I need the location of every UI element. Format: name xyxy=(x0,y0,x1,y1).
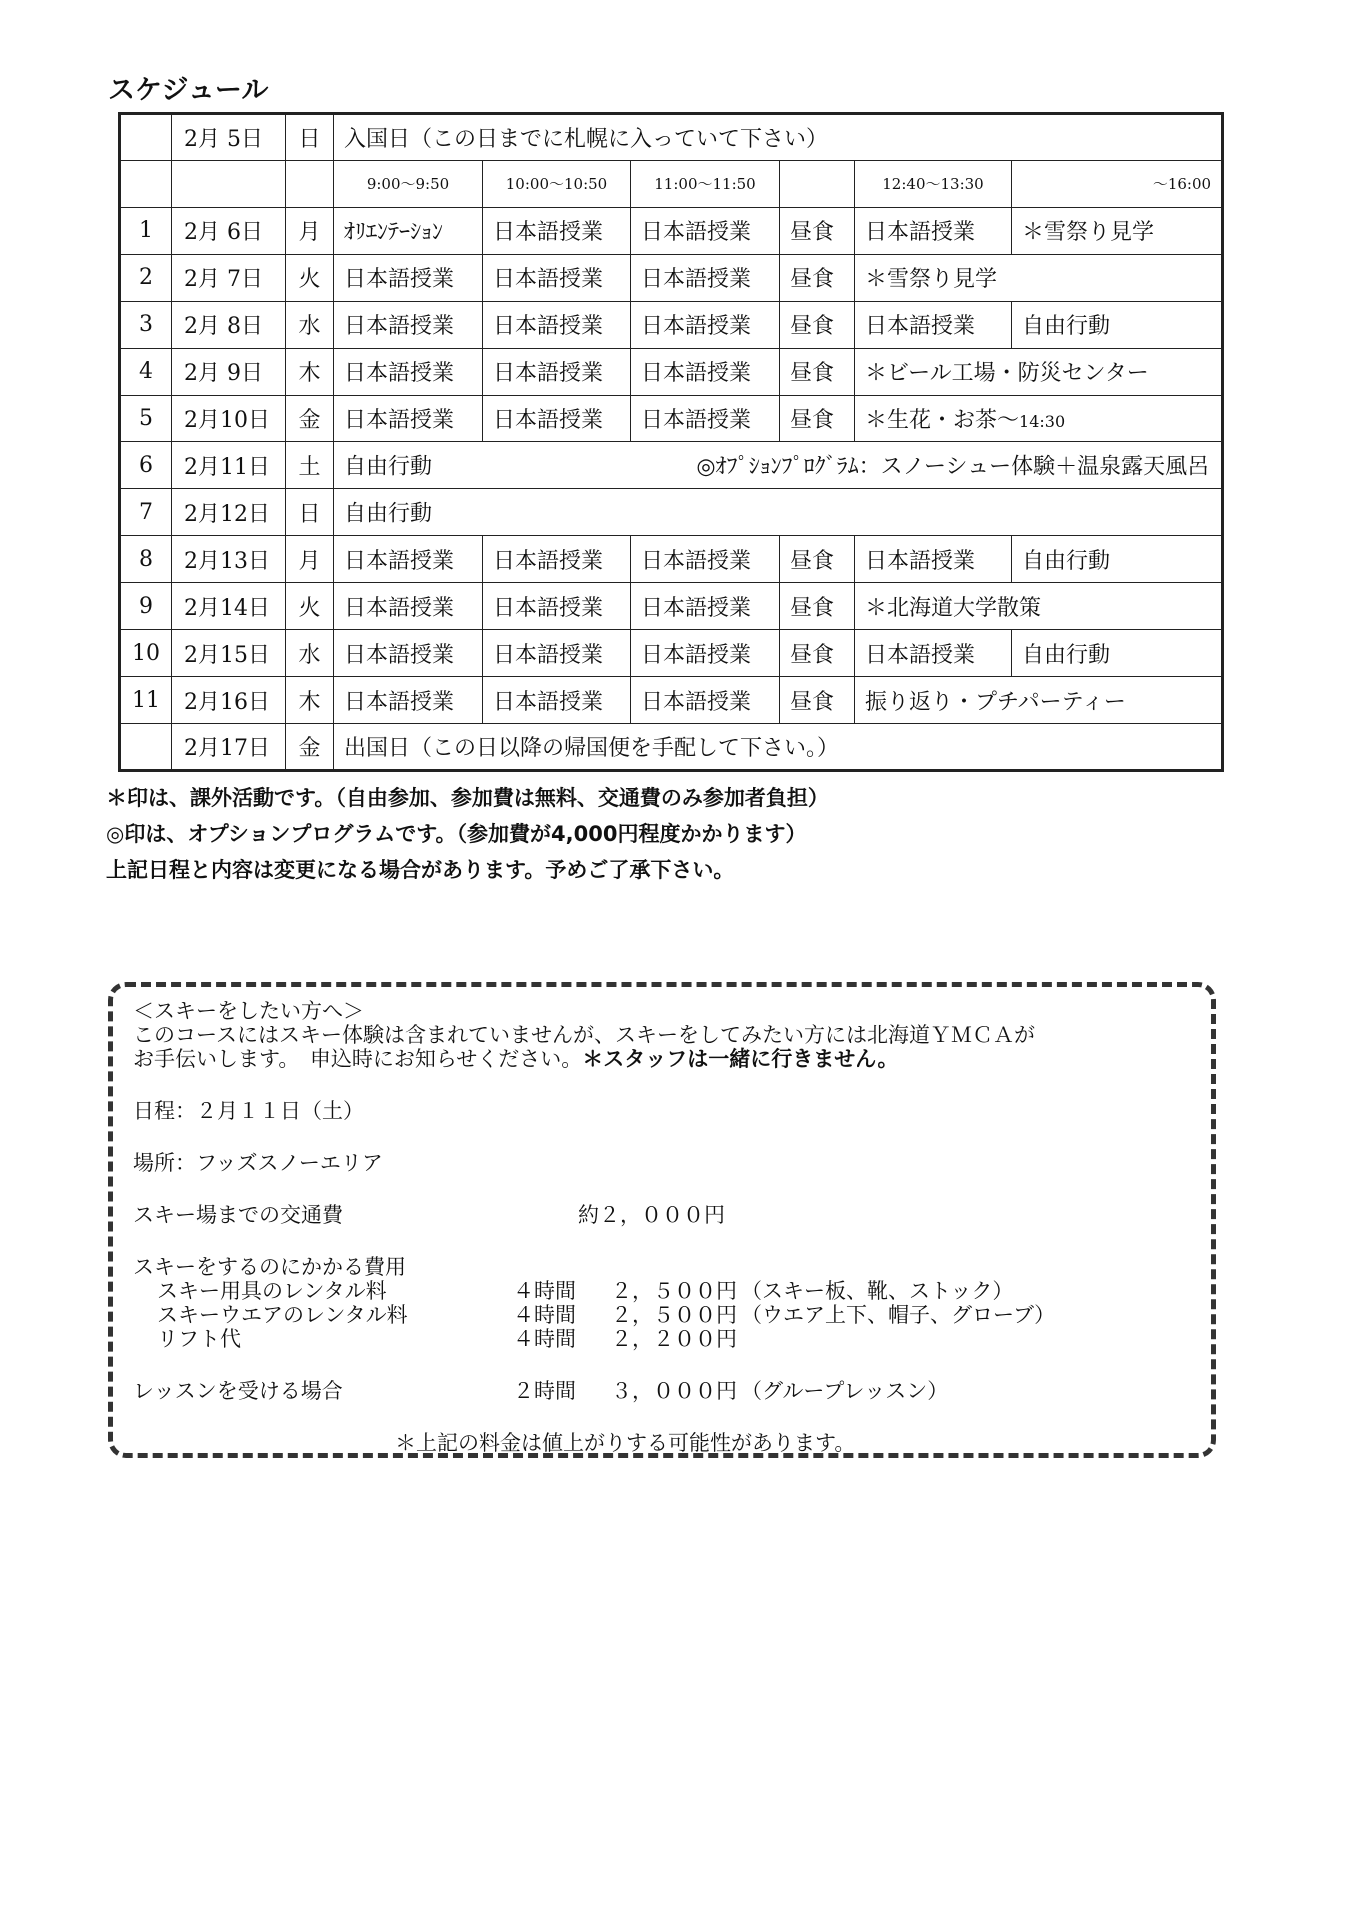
lunch-cell: 昼食 xyxy=(780,254,855,301)
afternoon-activity xyxy=(855,677,1223,724)
date-cell: 2月17日 xyxy=(172,723,286,770)
period-4: 日本語授業 xyxy=(855,301,1012,348)
period-1: 日本語授業 xyxy=(334,583,483,630)
afternoon-end-time: 14:30 xyxy=(1019,411,1066,431)
afternoon-activity xyxy=(855,254,1223,301)
date-cell: 2月14日 xyxy=(172,583,286,630)
lunch-time-cell xyxy=(780,160,855,207)
afternoon-text: ＊北海道大学散策 xyxy=(865,595,1042,621)
weekday-cell: 木 xyxy=(286,677,334,724)
cost-item-hours: ４時間 xyxy=(513,1303,576,1327)
cost-item-label: リフト代 xyxy=(157,1327,241,1351)
note-option: ◎印は、オプションプログラムです。（参加費が4,000円程度かかります） xyxy=(106,822,807,846)
cost-item xyxy=(133,1303,1201,1327)
period-3: 日本語授業 xyxy=(631,536,780,583)
date-cell: 2月11日 xyxy=(172,442,286,489)
weekday-cell: 金 xyxy=(286,723,334,770)
period-3: 日本語授業 xyxy=(631,583,780,630)
period-2: 日本語授業 xyxy=(483,348,631,395)
row-number: 2 xyxy=(120,254,172,301)
date-cell: 2月12日 xyxy=(172,489,286,536)
date-cell: 2月 9日 xyxy=(172,348,286,395)
time-period-4: 12:40～13:30 xyxy=(855,160,1012,207)
departure-row xyxy=(120,723,1223,770)
afternoon-activity xyxy=(855,395,1223,442)
lesson-price: ３，０００円 xyxy=(611,1379,737,1403)
weekday-cell: 日 xyxy=(286,114,334,161)
transport-cost: 約２，０００円 xyxy=(578,1203,725,1227)
period-4: 日本語授業 xyxy=(855,630,1012,677)
row-number: 4 xyxy=(120,348,172,395)
schedule-row xyxy=(120,207,1223,254)
free-day-cell xyxy=(334,489,1223,536)
period-3: 日本語授業 xyxy=(631,301,780,348)
price-footnote: ＊上記の料金は値上がりする可能性があります。 xyxy=(395,1431,856,1455)
lesson-label: レッスンを受ける場合 xyxy=(133,1379,343,1403)
time-period-2: 10:00～10:50 xyxy=(483,160,631,207)
cost-item-label: スキー用具のレンタル料 xyxy=(157,1279,387,1303)
period-3: 日本語授業 xyxy=(631,677,780,724)
schedule-row xyxy=(120,395,1223,442)
ski-intro-line1: このコースにはスキー体験は含まれていませんが、スキーをしてみたい方には北海道ＹＭＣＡが xyxy=(133,1023,1035,1047)
free-activity: 自由行動 xyxy=(344,501,433,527)
period-5: 自由行動 xyxy=(1012,630,1223,677)
ski-date: 日程：２月１１日（土） xyxy=(133,1099,364,1123)
lesson-hours: ２時間 xyxy=(513,1379,576,1403)
weekday-cell xyxy=(286,160,334,207)
period-1: 日本語授業 xyxy=(334,254,483,301)
cost-item-hours: ４時間 xyxy=(513,1279,576,1303)
cost-heading: スキーをするのにかかる費用 xyxy=(133,1255,406,1279)
period-1: 日本語授業 xyxy=(334,348,483,395)
afternoon-text: ＊ビール工場・防災センター xyxy=(865,361,1149,387)
period-5: ＊雪祭り見学 xyxy=(1012,207,1223,254)
row-number: 5 xyxy=(120,395,172,442)
page-title: スケジュール xyxy=(108,75,269,106)
weekday-cell: 月 xyxy=(286,207,334,254)
schedule-row xyxy=(120,301,1223,348)
weekday-cell: 日 xyxy=(286,489,334,536)
period-5: 自由行動 xyxy=(1012,536,1223,583)
lunch-cell: 昼食 xyxy=(780,348,855,395)
ski-info-box xyxy=(108,982,1216,1458)
afternoon-text: ＊生花・お茶～ xyxy=(865,407,1020,433)
afternoon-activity xyxy=(855,348,1223,395)
cost-item xyxy=(133,1279,1201,1303)
period-1: 日本語授業 xyxy=(334,301,483,348)
row-number: 1 xyxy=(120,207,172,254)
period-1: 日本語授業 xyxy=(334,536,483,583)
row-number-cell xyxy=(120,723,172,770)
cost-item-hours: ４時間 xyxy=(513,1327,576,1351)
date-cell xyxy=(172,160,286,207)
schedule-row xyxy=(120,677,1223,724)
weekday-cell: 月 xyxy=(286,536,334,583)
schedule-notes xyxy=(106,780,829,888)
ski-transport xyxy=(133,1203,1201,1227)
option-program: ◎ｵﾌﾟｼｮﾝﾌﾟﾛｸﾞﾗﾑ：スノーシュー体験＋温泉露天風呂 xyxy=(696,454,1210,480)
time-period-3: 11:00～11:50 xyxy=(631,160,780,207)
row-number: 6 xyxy=(120,442,172,489)
lesson-note: （グループレッスン） xyxy=(741,1379,949,1403)
row-number: 10 xyxy=(120,630,172,677)
cost-item-price: ２，５００円 xyxy=(611,1303,737,1327)
schedule-row xyxy=(120,489,1223,536)
transport-label: スキー場までの交通費 xyxy=(133,1203,343,1227)
period-2: 日本語授業 xyxy=(483,301,631,348)
date-cell: 2月 5日 xyxy=(172,114,286,161)
row-number-cell xyxy=(120,114,172,161)
lunch-cell: 昼食 xyxy=(780,583,855,630)
row-number-cell xyxy=(120,160,172,207)
schedule-table xyxy=(118,112,1224,772)
staff-note: ＊スタッフは一緒に行きません。 xyxy=(582,1047,899,1071)
date-cell: 2月 6日 xyxy=(172,207,286,254)
date-cell: 2月 7日 xyxy=(172,254,286,301)
afternoon-text: 振り返り・プチパーティー xyxy=(865,689,1126,715)
lunch-cell: 昼食 xyxy=(780,630,855,677)
cost-item-price: ２，２００円 xyxy=(611,1327,737,1351)
note-change: 上記日程と内容は変更になる場合があります。予めご了承下さい。 xyxy=(106,858,735,882)
date-cell: 2月13日 xyxy=(172,536,286,583)
date-cell: 2月15日 xyxy=(172,630,286,677)
lunch-cell: 昼食 xyxy=(780,207,855,254)
weekday-cell: 金 xyxy=(286,395,334,442)
lunch-cell: 昼食 xyxy=(780,395,855,442)
period-2: 日本語授業 xyxy=(483,630,631,677)
row-number: 11 xyxy=(120,677,172,724)
ski-place: 場所：フッズスノーエリア xyxy=(133,1151,383,1175)
note-extracurricular: ＊印は、課外活動です。（自由参加、参加費は無料、交通費のみ参加者負担） xyxy=(106,786,829,810)
cost-item-label: スキーウエアのレンタル料 xyxy=(157,1303,408,1327)
row-number: 3 xyxy=(120,301,172,348)
period-5: 自由行動 xyxy=(1012,301,1223,348)
weekday-cell: 水 xyxy=(286,301,334,348)
lunch-cell: 昼食 xyxy=(780,536,855,583)
ski-heading: ＜スキーをしたい方へ＞ xyxy=(133,999,364,1023)
row-number: 7 xyxy=(120,489,172,536)
period-1: ｵﾘｴﾝﾃｰｼｮﾝ xyxy=(334,207,483,254)
free-activity: 自由行動 xyxy=(344,454,433,480)
time-header-row xyxy=(120,160,1223,207)
lesson-line xyxy=(133,1379,1201,1403)
lunch-cell: 昼食 xyxy=(780,301,855,348)
period-2: 日本語授業 xyxy=(483,395,631,442)
period-1: 日本語授業 xyxy=(334,677,483,724)
cost-item xyxy=(133,1327,1201,1351)
period-1: 日本語授業 xyxy=(334,395,483,442)
lunch-cell: 昼食 xyxy=(780,677,855,724)
period-2: 日本語授業 xyxy=(483,536,631,583)
afternoon-activity xyxy=(855,583,1223,630)
row-number: 9 xyxy=(120,583,172,630)
departure-text: 出国日（この日以降の帰国便を手配して下さい。） xyxy=(334,723,1223,770)
schedule-row xyxy=(120,254,1223,301)
date-cell: 2月16日 xyxy=(172,677,286,724)
period-1: 日本語授業 xyxy=(334,630,483,677)
period-3: 日本語授業 xyxy=(631,348,780,395)
date-cell: 2月 8日 xyxy=(172,301,286,348)
weekday-cell: 土 xyxy=(286,442,334,489)
schedule-row xyxy=(120,583,1223,630)
arrival-row xyxy=(120,114,1223,161)
cost-item-note: （ウエア上下、帽子、グローブ） xyxy=(741,1303,1056,1327)
row-number: 8 xyxy=(120,536,172,583)
afternoon-text: ＊雪祭り見学 xyxy=(865,267,998,293)
period-4: 日本語授業 xyxy=(855,536,1012,583)
period-2: 日本語授業 xyxy=(483,677,631,724)
weekday-cell: 火 xyxy=(286,583,334,630)
period-3: 日本語授業 xyxy=(631,395,780,442)
cost-item-note: （スキー板、靴、ストック） xyxy=(741,1279,1014,1303)
schedule-row xyxy=(120,630,1223,677)
ski-intro-text: お手伝いします。 申込時にお知らせください。 xyxy=(133,1047,583,1071)
weekday-cell: 木 xyxy=(286,348,334,395)
free-day-cell xyxy=(334,442,1223,489)
arrival-text: 入国日（この日までに札幌に入っていて下さい） xyxy=(334,114,1223,161)
ski-intro-line2 xyxy=(133,1047,1201,1071)
period-2: 日本語授業 xyxy=(483,583,631,630)
schedule-row xyxy=(120,348,1223,395)
period-3: 日本語授業 xyxy=(631,630,780,677)
period-4: 日本語授業 xyxy=(855,207,1012,254)
time-period-5: ～16:00 xyxy=(1012,160,1223,207)
weekday-cell: 火 xyxy=(286,254,334,301)
time-period-1: 9:00～9:50 xyxy=(334,160,483,207)
weekday-cell: 水 xyxy=(286,630,334,677)
period-3: 日本語授業 xyxy=(631,207,780,254)
period-3: 日本語授業 xyxy=(631,254,780,301)
cost-item-price: ２，５００円 xyxy=(611,1279,737,1303)
period-2: 日本語授業 xyxy=(483,254,631,301)
date-cell: 2月10日 xyxy=(172,395,286,442)
schedule-row xyxy=(120,442,1223,489)
period-2: 日本語授業 xyxy=(483,207,631,254)
schedule-row xyxy=(120,536,1223,583)
